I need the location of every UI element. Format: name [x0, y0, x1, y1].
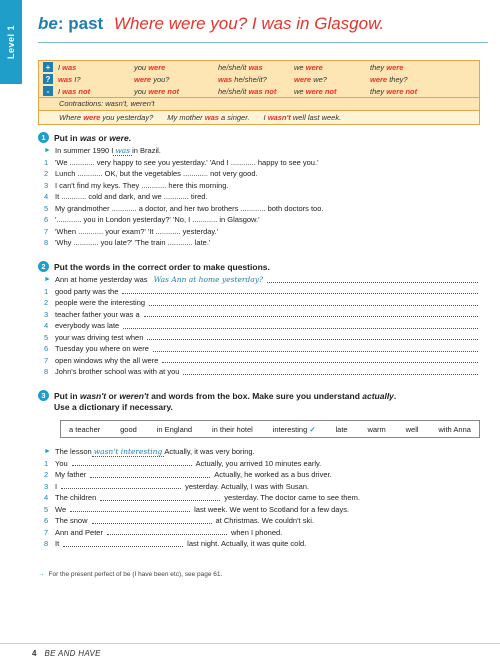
footnote-text: For the present perfect of be (I have been etc), see page 61. — [48, 571, 223, 578]
item-number: 7 — [44, 527, 49, 537]
grammar-verb: was — [218, 74, 233, 84]
ex3-item-subject: The children — [55, 493, 97, 503]
ex2-item — [44, 286, 478, 298]
ex2-item-prompt: good party was the — [55, 286, 119, 296]
exercise-1-lines — [44, 145, 478, 249]
grammar-cell: you were not — [134, 86, 180, 96]
ex2-item — [44, 320, 478, 332]
exercise-3-heading — [38, 391, 396, 413]
answer-line — [149, 300, 478, 306]
ex3-item — [44, 504, 478, 516]
ex1-item-text: I can't find my keys. They ............ here this morning. — [55, 180, 229, 190]
example-arrow-icon: ► — [44, 147, 51, 155]
item-number: 2 — [44, 169, 49, 179]
ex1-heading-word-2: were — [109, 133, 129, 143]
ex1-heading-word-1: was — [79, 133, 97, 143]
answer-line — [72, 460, 192, 466]
box-word: late — [335, 424, 348, 434]
ex3-item-rest: last week. We went to Scotland for a few days. — [194, 504, 350, 514]
grammar-verb: were — [386, 62, 404, 72]
item-number: 8 — [44, 238, 49, 248]
grammar-verb: were — [305, 62, 323, 72]
ex2-item — [44, 366, 478, 378]
answer-line — [267, 277, 478, 283]
ex3-item-rest: yesterday. The doctor came to see them. — [224, 493, 360, 503]
ex1-item-text: 'When ............ your exam?' 'It ............ yesterday.' — [55, 226, 219, 236]
grammar-cell: he/she/it was not — [218, 86, 277, 96]
page-title — [38, 14, 490, 34]
ex3-item-rest: yesterday. Actually, I was with Susan. — [185, 481, 310, 491]
ex1-item — [44, 237, 478, 249]
ex2-item-prompt: Tuesday you where on were — [55, 344, 149, 354]
ex3-example-pre: The lesson — [55, 447, 92, 457]
title-be: be — [38, 14, 58, 33]
item-number: 4 — [44, 493, 49, 503]
item-number: 3 — [44, 180, 49, 190]
grammar-example-verb: was — [204, 113, 219, 122]
answer-line — [123, 323, 478, 329]
grammar-verb: was not — [248, 86, 277, 96]
ex3-heading-word-3: actually — [362, 391, 394, 401]
grammar-examples — [39, 110, 479, 124]
item-number: 1 — [44, 458, 49, 468]
grammar-cell: I was not — [58, 86, 91, 96]
ex2-item-prompt: your was driving test when — [55, 332, 144, 342]
answer-line — [100, 495, 220, 501]
grammar-verb: were not — [386, 86, 418, 96]
ex1-item-text: '............ you in London yesterday?' 'No, I ............ in Glasgow.' — [55, 215, 260, 225]
ex3-item-subject: I — [55, 481, 58, 491]
ex3-heading-word-2: weren't — [119, 391, 149, 401]
grammar-example-verb: wasn't — [267, 113, 291, 122]
grammar-cell: was he/she/it? — [218, 74, 267, 84]
item-number: 1 — [44, 157, 49, 167]
ex2-item-prompt: John's brother school was with at you — [55, 367, 180, 377]
grammar-example: I wasn't well last week. — [263, 113, 342, 122]
ex3-item — [44, 458, 478, 470]
example-arrow-icon: ► — [44, 448, 51, 456]
grammar-row — [39, 73, 479, 85]
ex1-item — [44, 191, 478, 203]
item-number: 6 — [44, 344, 49, 354]
exercise-3-lines — [44, 446, 478, 550]
grammar-verb: were — [134, 74, 152, 84]
answer-line — [70, 506, 190, 512]
ex3-item — [44, 515, 478, 527]
ex2-item-prompt: teacher father your was a — [55, 309, 140, 319]
ex3-item-subject: The snow — [55, 516, 88, 526]
item-number: 2 — [44, 298, 49, 308]
ex3-heading-word-1: wasn't — [79, 391, 107, 401]
grammar-verb: were — [370, 74, 388, 84]
answer-line — [183, 369, 478, 375]
title-past: : past — [57, 14, 104, 33]
ex3-item — [44, 527, 478, 539]
ex2-item — [44, 332, 478, 344]
ex3-heading-line-2: Use a dictionary if necessary. — [54, 402, 173, 412]
item-number: 7 — [44, 226, 49, 236]
example-arrow-icon: ► — [44, 276, 51, 284]
box-word: warm — [367, 424, 386, 434]
ex1-item — [44, 214, 478, 226]
grammar-verb: was — [58, 74, 73, 84]
ex1-heading-end: . — [128, 133, 132, 143]
ex1-heading-text: Put in — [54, 133, 80, 143]
ex3-item — [44, 538, 478, 550]
item-number: 5 — [44, 203, 49, 213]
ex3-example — [44, 446, 478, 458]
answer-line — [92, 518, 212, 524]
ex1-heading-text-2: or — [96, 133, 110, 143]
ex1-item-text: 'Why ............ you late?' 'The train ............ late.' — [55, 238, 211, 248]
ex2-example-answer: Was Ann at home yesterday? — [153, 275, 264, 285]
ex3-item-rest: at Christmas. We couldn't ski. — [215, 516, 314, 526]
ex3-item-subject: Ann and Peter — [55, 527, 103, 537]
grammar-verb: were not — [148, 86, 180, 96]
grammar-example: Where were you yesterday? — [59, 113, 154, 122]
word-box — [60, 420, 480, 438]
ex3-item — [44, 469, 478, 481]
exercise-2-heading — [38, 262, 270, 272]
ex3-heading-text: Put in — [54, 391, 80, 401]
ex3-item-subject: My father — [55, 470, 87, 480]
box-word: a teacher — [69, 424, 101, 434]
ex1-item — [44, 226, 478, 238]
footer-divider — [0, 643, 500, 644]
item-number: 5 — [44, 504, 49, 514]
item-number: 1 — [44, 286, 49, 296]
item-number: 8 — [44, 539, 49, 549]
item-number: 7 — [44, 355, 49, 365]
ex1-example-post: in Brazil. — [132, 146, 161, 156]
answer-line — [61, 483, 181, 489]
grammar-cell: were we? — [294, 74, 327, 84]
footnote — [38, 571, 222, 578]
ex2-item — [44, 309, 478, 321]
plus-icon: + — [43, 62, 53, 72]
ex3-heading-text-3: and words from the box. Make sure you understand — [148, 391, 363, 401]
grammar-row — [39, 85, 479, 97]
title-example: Where were you? I was in Glasgow. — [113, 14, 385, 33]
ex3-example-answer: wasn't interesting — [93, 446, 163, 456]
section-name: BE AND HAVE — [44, 649, 101, 658]
answer-line — [162, 357, 478, 363]
box-word: with Anna — [438, 424, 471, 434]
grammar-verb: were not — [305, 86, 337, 96]
question-icon: ? — [43, 74, 53, 84]
ex3-item — [44, 492, 478, 504]
check-icon: ✓ — [309, 424, 316, 434]
grammar-cell: they were not — [370, 86, 418, 96]
grammar-row — [39, 61, 479, 73]
exercise-2-number: 2 — [38, 261, 49, 272]
box-word: in their hotel — [211, 424, 253, 434]
ex3-item-subject: We — [55, 504, 67, 514]
ex3-heading-end: . — [393, 391, 397, 401]
box-word: good — [120, 424, 137, 434]
ex2-item-prompt: open windows why the all were — [55, 355, 159, 365]
item-number: 8 — [44, 367, 49, 377]
ex1-item — [44, 168, 478, 180]
grammar-cell: you were — [134, 62, 166, 72]
item-number: 5 — [44, 332, 49, 342]
ex2-item — [44, 297, 478, 309]
box-word: in England — [156, 424, 193, 434]
grammar-verb: was — [248, 62, 263, 72]
ex2-example-prompt: Ann at home yesterday was — [55, 275, 148, 285]
grammar-table — [39, 61, 479, 97]
exercise-2-lines — [44, 274, 478, 378]
exercise-1-number: 1 — [38, 132, 49, 143]
answer-line — [122, 288, 478, 294]
ex2-item — [44, 355, 478, 367]
ex3-item-subject: You — [55, 458, 68, 468]
grammar-cell: we were — [294, 62, 323, 72]
ex2-item-prompt: everybody was late — [55, 321, 120, 331]
grammar-cell: he/she/it was — [218, 62, 263, 72]
ex2-item-prompt: people were the interesting — [55, 298, 146, 308]
contractions-row: Contractions: wasn't, weren't — [39, 97, 479, 110]
item-number: 3 — [44, 481, 49, 491]
ex2-item — [44, 343, 478, 355]
answer-line — [147, 334, 478, 340]
level-tab — [0, 0, 22, 84]
arrow-icon: → — [38, 571, 45, 578]
answer-line — [107, 529, 227, 535]
ex3-item-rest: last night. Actually, it was quite cold. — [187, 539, 307, 549]
grammar-box — [38, 60, 480, 125]
ex1-example-pre: In summer 1990 I — [55, 146, 114, 156]
ex3-item-rest: Actually, he worked as a bus driver. — [214, 470, 332, 480]
grammar-cell: were they? — [370, 74, 408, 84]
grammar-verb: were — [148, 62, 166, 72]
ex2-example — [44, 274, 478, 286]
ex3-item-rest: Actually, you arrived 10 minutes early. — [195, 458, 322, 468]
grammar-example-verb: were — [83, 113, 101, 122]
ex1-item — [44, 180, 478, 192]
grammar-verb: was — [62, 62, 77, 72]
ex3-item-subject: It — [55, 539, 60, 549]
ex1-item-text: 'We ............ very happy to see you yesterday.' 'And I ............ happy to see you.' — [55, 157, 319, 167]
ex1-item-text: Lunch ............ OK, but the vegetables ............ not very good. — [55, 169, 258, 179]
grammar-verb: were — [294, 74, 312, 84]
minus-icon: - — [43, 86, 53, 96]
grammar-verb: was not — [62, 86, 91, 96]
grammar-cell: they were — [370, 62, 404, 72]
ex3-heading-text-2: or — [106, 391, 120, 401]
grammar-example: My mother was a singer. — [167, 113, 250, 122]
ex3-item-rest: when I phoned. — [230, 527, 283, 537]
ex3-item — [44, 481, 478, 493]
ex1-example — [44, 145, 478, 157]
item-number: 4 — [44, 321, 49, 331]
ex1-item-text: It ............ cold and dark, and we ............ tired. — [55, 192, 208, 202]
ex1-item — [44, 157, 478, 169]
title-divider — [38, 42, 488, 43]
ex1-item — [44, 203, 478, 215]
level-tab-label: Level 1 — [6, 24, 16, 60]
box-word: interesting ✓ — [272, 424, 316, 434]
item-number: 6 — [44, 215, 49, 225]
grammar-cell: I was — [58, 62, 77, 72]
ex1-item-text: My grandmother ............ a doctor, and her two brothers ............ both doctors too. — [55, 203, 324, 213]
answer-line — [90, 472, 210, 478]
box-word: well — [405, 424, 419, 434]
item-number: 6 — [44, 516, 49, 526]
exercise-1-heading — [38, 133, 131, 143]
answer-line — [153, 346, 478, 352]
page-footer — [32, 649, 101, 658]
grammar-cell: were you? — [134, 74, 170, 84]
page-number: 4 — [32, 649, 37, 658]
exercise-3-number: 3 — [38, 390, 49, 401]
grammar-cell: we were not — [294, 86, 337, 96]
answer-line — [63, 541, 183, 547]
answer-line — [144, 311, 478, 317]
item-number: 4 — [44, 192, 49, 202]
item-number: 2 — [44, 470, 49, 480]
item-number: 3 — [44, 309, 49, 319]
ex3-example-post: Actually, it was very boring. — [164, 447, 255, 457]
grammar-cell: was I? — [58, 74, 81, 84]
ex2-heading-text: Put the words in the correct order to make questions. — [54, 262, 270, 272]
ex1-example-answer: was — [115, 145, 131, 155]
